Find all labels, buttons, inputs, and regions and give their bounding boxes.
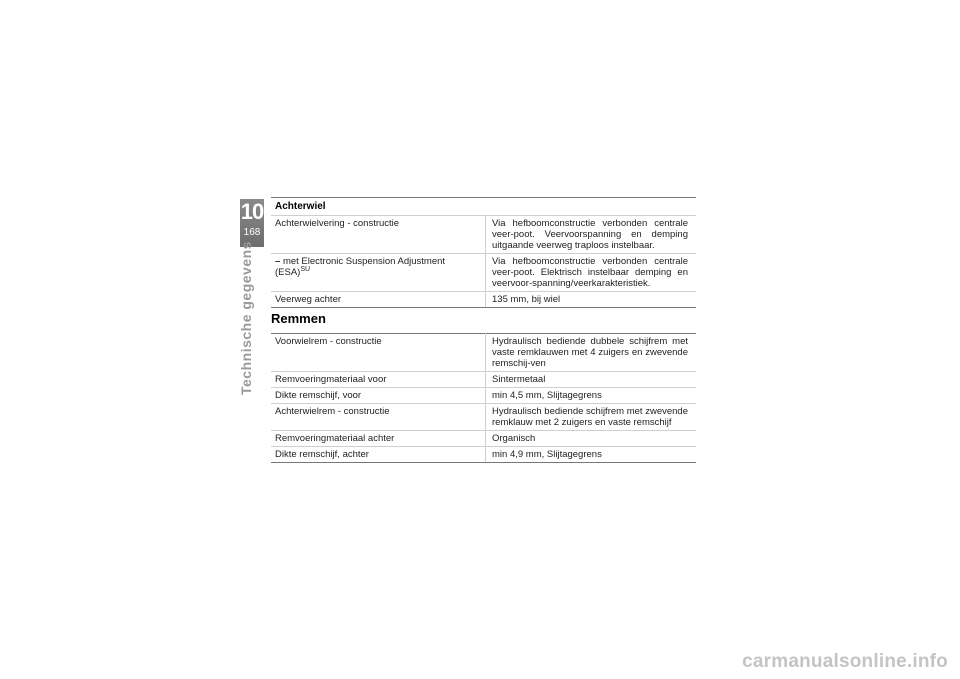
section-title: Achterwiel [271,197,696,215]
spec-value: min 4,9 mm, Slijtagegrens [486,447,697,463]
spec-key: Voorwielrem - constructie [271,334,486,372]
spec-value: Via hefboomconstructie verbonden centrale veer-poot. Veervoorspanning en demping uitgaande veerweg traploos instelbaar. [486,216,697,254]
spec-table [271,333,696,463]
section-achterwiel [271,197,696,308]
spec-key-sup: SU [300,265,311,273]
table-row [271,292,696,308]
spec-key-cell [271,254,486,292]
table-row [271,254,696,292]
table-row [271,334,696,372]
spec-table [271,215,696,308]
spec-value: min 4,5 mm, Slijtagegrens [486,388,697,404]
table-row [271,447,696,463]
spec-value: 135 mm, bij wiel [486,292,697,308]
spec-value: Hydraulisch bediende dubbele schijfrem met vaste remklauwen met 4 zuigers en zwevende remschij-ven [486,334,697,372]
spec-value: Via hefboomconstructie verbonden centrale veer-poot. Elektrisch instelbaar demping en veervoor-spanning/veerkarakteristiek. [486,254,697,292]
spec-value: Organisch [486,431,697,447]
spec-key: Dikte remschijf, voor [271,388,486,404]
section-remmen [271,311,696,463]
chapter-title: Technische gegevens [238,241,254,395]
spec-key: Dikte remschijf, achter [271,447,486,463]
table-row [271,404,696,431]
table-row [271,216,696,254]
spec-key: Remvoeringmateriaal voor [271,372,486,388]
table-row [271,431,696,447]
spec-value: Sintermetaal [486,372,697,388]
chapter-tab [240,199,264,247]
page-number: 168 [243,227,261,238]
table-row [271,388,696,404]
table-row [271,372,696,388]
chapter-number: 10 [240,199,264,224]
spec-value: Hydraulisch bediende schijfrem met zwevende remklauw met 2 zuigers en vaste remschijf [486,404,697,431]
spec-key: Achterwielvering - constructie [271,216,486,254]
watermark: carmanualsonline.info [742,651,948,672]
spec-key: Achterwielrem - constructie [271,404,486,431]
spec-key: Veerweg achter [271,292,486,308]
section-title: Remmen [271,311,326,326]
spec-key: Remvoeringmateriaal achter [271,431,486,447]
spec-key: met Electronic Suspension Adjustment (ESA) [275,256,446,278]
dash-marker: – [275,256,281,267]
